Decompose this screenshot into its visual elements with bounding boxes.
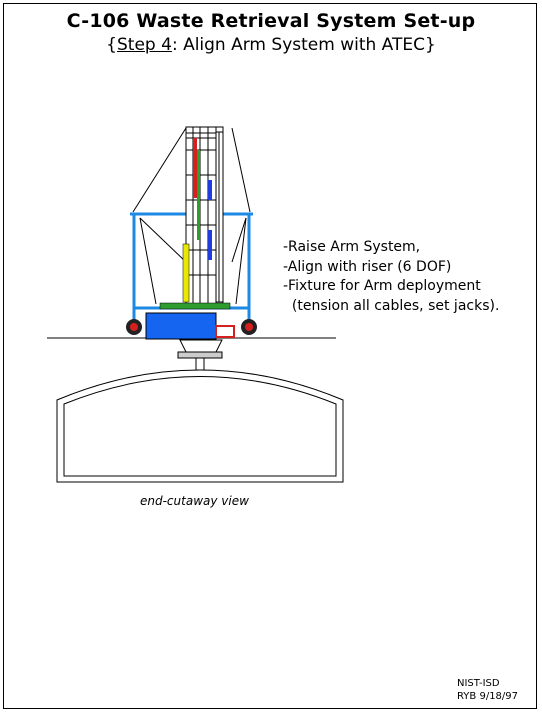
mast-blue-strip-lower [208, 230, 212, 260]
subtitle-open-brace: { [106, 35, 117, 55]
platform-deck [160, 303, 230, 309]
mast-blue-strip-upper [208, 180, 212, 200]
credit-block [457, 677, 518, 703]
mast-red-strip [193, 138, 197, 198]
note-line: -Align with riser (6 DOF) [283, 258, 452, 275]
note-line: -Fixture for Arm deployment [283, 278, 481, 294]
yellow-stand [183, 244, 189, 302]
base-block [146, 313, 216, 339]
mast-green-strip [197, 150, 200, 240]
page-title: C-106 Waste Retrieval System Set-up [66, 10, 476, 32]
step-notes [283, 238, 499, 316]
subtitle-step: Step 4 [117, 35, 172, 55]
subtitle-text: : Align Arm System with ATEC [171, 35, 425, 55]
note-line: (tension all cables, set jacks). [283, 297, 500, 314]
wheel-left [126, 319, 142, 335]
arm-mast [186, 127, 223, 307]
tank-cutaway [57, 370, 343, 482]
credit-author-date: RYB 9/18/97 [457, 691, 519, 702]
riser [178, 340, 222, 370]
red-bracket [216, 326, 234, 337]
wheel-right [241, 319, 257, 335]
credit-org: NIST-ISD [457, 678, 500, 689]
view-caption: end-cutaway view [140, 494, 249, 508]
note-line: -Raise Arm System, [283, 239, 421, 255]
subtitle-close-brace: } [424, 35, 436, 55]
